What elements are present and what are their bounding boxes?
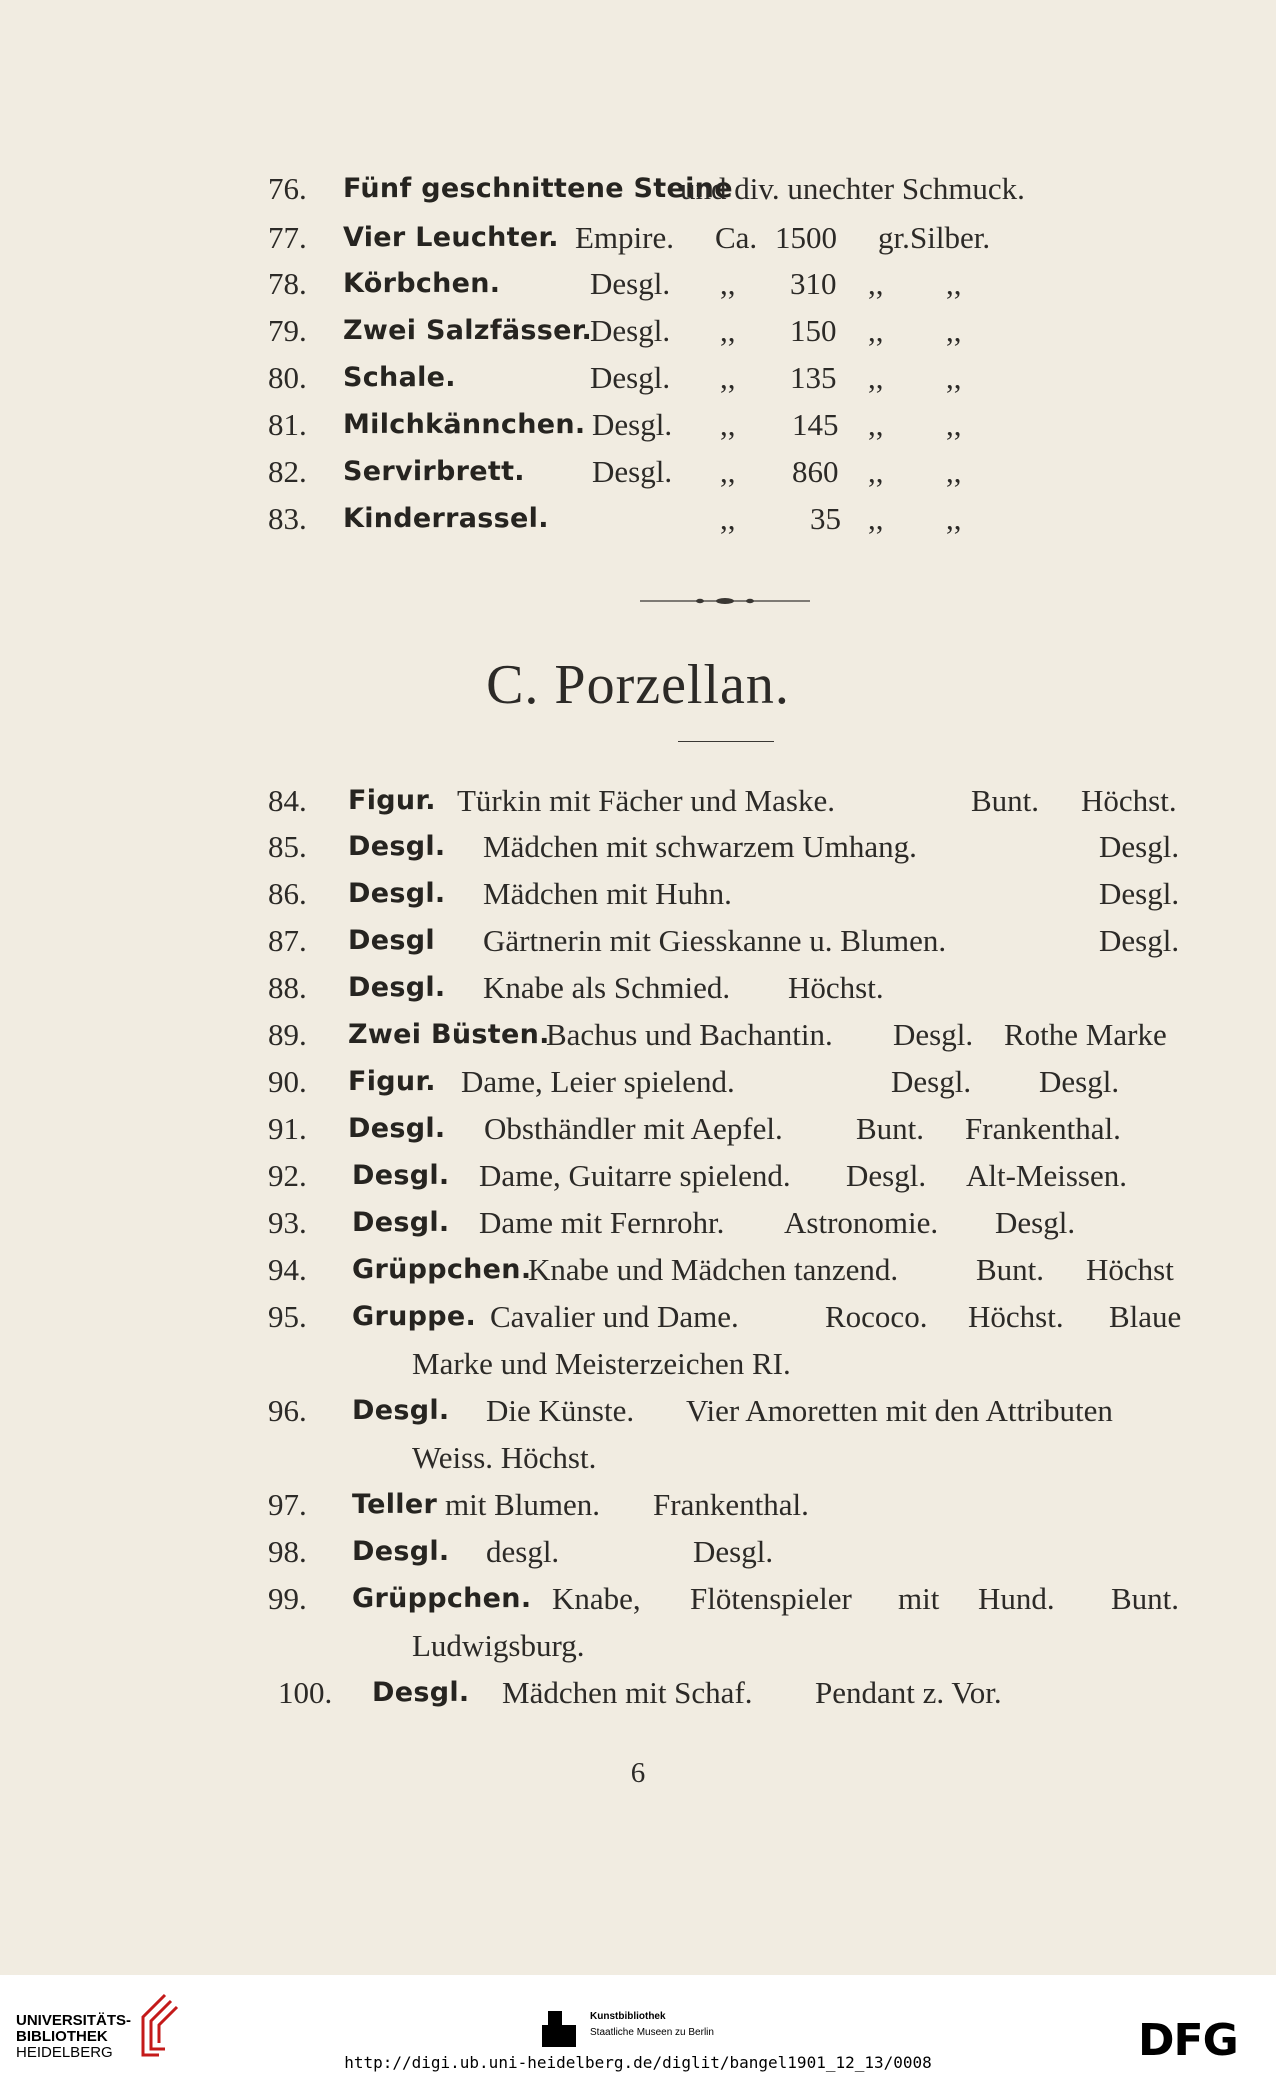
item-style: Desgl. bbox=[592, 407, 673, 442]
catalog-item-93 bbox=[0, 1203, 1276, 1243]
item-description: Dame mit Fernrohr. bbox=[479, 1205, 725, 1240]
item-color: Desgl. bbox=[891, 1064, 972, 1099]
ornament-divider bbox=[640, 595, 810, 607]
item-number: 94. bbox=[268, 1252, 307, 1287]
item-description: Mädchen mit Huhn. bbox=[483, 876, 732, 911]
item-ca: ,, bbox=[720, 266, 736, 301]
item-title: Servirbrett. bbox=[343, 456, 525, 487]
catalog-item-92 bbox=[0, 1156, 1276, 1196]
item-ca: ,, bbox=[720, 313, 736, 348]
kb-line-2: Staatliche Museen zu Berlin bbox=[590, 2027, 714, 2038]
catalog-item-79 bbox=[0, 311, 1276, 351]
item-description: Knabe, bbox=[552, 1581, 641, 1616]
item-manufactory: Desgl. bbox=[995, 1205, 1076, 1240]
item-number: 81. bbox=[268, 407, 307, 442]
item-number: 89. bbox=[268, 1017, 307, 1052]
item-title: Desgl. bbox=[372, 1677, 470, 1708]
catalog-item-89 bbox=[0, 1015, 1276, 1055]
catalog-item-94 bbox=[0, 1250, 1276, 1290]
item-color: Bunt. bbox=[1111, 1581, 1180, 1616]
item-number: 79. bbox=[268, 313, 307, 348]
item-continuation: Marke und Meisterzeichen RI. bbox=[412, 1346, 791, 1381]
item-title: Grüppchen. bbox=[352, 1254, 532, 1285]
item-weight: 150 bbox=[790, 313, 837, 348]
item-number: 91. bbox=[268, 1111, 307, 1146]
item-description-4: Hund. bbox=[978, 1581, 1055, 1616]
item-title: Zwei Büsten. bbox=[348, 1019, 550, 1050]
dfg-logo: DFG bbox=[1138, 2015, 1238, 2066]
source-url: http://digi.ub.uni-heidelberg.de/diglit/bangel1901_12_13/0008 bbox=[344, 2053, 932, 2072]
item-metal: ,, bbox=[946, 313, 962, 348]
catalog-item-76 bbox=[0, 169, 1276, 209]
item-title: Fünf geschnittene Steine bbox=[343, 173, 733, 204]
item-manufactory: Höchst. bbox=[968, 1299, 1064, 1334]
item-number: 77. bbox=[268, 220, 307, 255]
catalog-item-97 bbox=[0, 1485, 1276, 1525]
item-description: Cavalier und Dame. bbox=[490, 1299, 739, 1334]
item-description: Dame, Guitarre spielend. bbox=[479, 1158, 791, 1193]
item-continuation: Ludwigsburg. bbox=[412, 1628, 585, 1663]
item-title: Körbchen. bbox=[343, 268, 501, 299]
catalog-item-98 bbox=[0, 1532, 1276, 1572]
kb-line-1: Kunstbibliothek bbox=[590, 2011, 666, 2022]
item-metal: ,, bbox=[946, 454, 962, 489]
item-title: Figur. bbox=[348, 785, 436, 816]
item-description: Obsthändler mit Aepfel. bbox=[484, 1111, 783, 1146]
item-manufactory: Desgl. bbox=[1099, 923, 1180, 958]
item-manufactory: Desgl. bbox=[893, 1017, 974, 1052]
item-color: Bunt. bbox=[971, 783, 1040, 818]
catalog-item-78 bbox=[0, 264, 1276, 304]
item-title: Milchkännchen. bbox=[343, 409, 586, 440]
item-continuation: Weiss. Höchst. bbox=[412, 1440, 597, 1475]
item-title: Vier Leuchter. bbox=[343, 222, 559, 253]
item-detail: Pendant z. Vor. bbox=[815, 1675, 1002, 1710]
item-weight: 135 bbox=[790, 360, 837, 395]
item-metal: ,, bbox=[946, 266, 962, 301]
item-title: Desgl. bbox=[348, 878, 446, 909]
item-ca: ,, bbox=[720, 360, 736, 395]
catalog-item-80 bbox=[0, 358, 1276, 398]
item-style: Empire. bbox=[575, 220, 674, 255]
item-title: Desgl. bbox=[352, 1160, 450, 1191]
item-description: desgl. bbox=[486, 1534, 560, 1569]
item-description: und div. unechter Schmuck. bbox=[680, 171, 1025, 206]
item-title: Zwei Salzfässer. bbox=[343, 315, 593, 346]
catalog-item-91 bbox=[0, 1109, 1276, 1149]
item-manufactory: Desgl. bbox=[1039, 1064, 1120, 1099]
item-manufactory: Höchst. bbox=[1081, 783, 1177, 818]
item-description-3: mit bbox=[898, 1581, 940, 1616]
item-style: Desgl. bbox=[590, 360, 671, 395]
item-mark: Rothe Marke bbox=[1004, 1017, 1167, 1052]
item-description: Mädchen mit Schaf. bbox=[502, 1675, 753, 1710]
item-number: 86. bbox=[268, 876, 307, 911]
item-metal: ,, bbox=[946, 501, 962, 536]
catalog-item-96-continued bbox=[0, 1438, 1276, 1478]
item-style: Rococo. bbox=[825, 1299, 928, 1334]
catalog-item-99 bbox=[0, 1579, 1276, 1619]
item-manufactory: Desgl. bbox=[1099, 829, 1180, 864]
item-manufactory: Desgl. bbox=[693, 1534, 774, 1569]
item-number: 92. bbox=[268, 1158, 307, 1193]
item-title: Teller bbox=[352, 1489, 438, 1520]
item-title: Schale. bbox=[343, 362, 456, 393]
item-ca: ,, bbox=[720, 454, 736, 489]
item-color: Desgl. bbox=[846, 1158, 927, 1193]
item-title: Desgl. bbox=[348, 1113, 446, 1144]
ub-line-3: HEIDELBERG bbox=[16, 2044, 113, 2061]
item-number: 85. bbox=[268, 829, 307, 864]
item-manufactory: Frankenthal. bbox=[965, 1111, 1121, 1146]
item-description: Die Künste. bbox=[486, 1393, 635, 1428]
catalog-item-81 bbox=[0, 405, 1276, 445]
item-title: Desgl. bbox=[352, 1536, 450, 1567]
item-title: Grüppchen. bbox=[352, 1583, 532, 1614]
item-description-2: Flötenspieler bbox=[690, 1581, 852, 1616]
catalog-item-96 bbox=[0, 1391, 1276, 1431]
item-number: 90. bbox=[268, 1064, 307, 1099]
catalog-item-84 bbox=[0, 781, 1276, 821]
item-color: Bunt. bbox=[856, 1111, 925, 1146]
item-weight: 35 bbox=[810, 501, 841, 536]
catalog-item-88 bbox=[0, 968, 1276, 1008]
item-description: mit Blumen. bbox=[445, 1487, 600, 1522]
item-weight: 860 bbox=[792, 454, 839, 489]
item-weight: 310 bbox=[790, 266, 837, 301]
item-number: 83. bbox=[268, 501, 307, 536]
catalog-item-77 bbox=[0, 218, 1276, 258]
catalog-item-87 bbox=[0, 921, 1276, 961]
ub-logo-icon bbox=[135, 1991, 183, 2059]
item-color: Bunt. bbox=[976, 1252, 1045, 1287]
item-title: Gruppe. bbox=[352, 1301, 477, 1332]
kunstbibliothek-logo-icon bbox=[542, 2011, 584, 2047]
item-ca: ,, bbox=[720, 407, 736, 442]
item-number: 97. bbox=[268, 1487, 307, 1522]
item-title: Desgl. bbox=[352, 1395, 450, 1426]
catalog-item-95-continued bbox=[0, 1344, 1276, 1384]
catalog-item-82 bbox=[0, 452, 1276, 492]
kunstbibliothek-label bbox=[590, 2009, 714, 2041]
item-description: Mädchen mit schwarzem Umhang. bbox=[483, 829, 917, 864]
item-number: 76. bbox=[268, 171, 307, 206]
item-subject: Astronomie. bbox=[784, 1205, 939, 1240]
item-unit: ,, bbox=[868, 313, 884, 348]
catalog-item-95 bbox=[0, 1297, 1276, 1337]
digitization-footer bbox=[0, 1975, 1276, 2077]
item-number: 93. bbox=[268, 1205, 307, 1240]
item-manufactory: Höchst bbox=[1086, 1252, 1174, 1287]
item-number: 98. bbox=[268, 1534, 307, 1569]
item-manufactory: Desgl. bbox=[1099, 876, 1180, 911]
item-number: 100. bbox=[278, 1675, 333, 1710]
item-description: Gärtnerin mit Giesskanne u. Blumen. bbox=[483, 923, 947, 958]
item-manufactory: Alt-Meissen. bbox=[966, 1158, 1128, 1193]
item-unit: ,, bbox=[868, 501, 884, 536]
item-description: Türkin mit Fächer und Maske. bbox=[457, 783, 835, 818]
item-title: Desgl. bbox=[352, 1207, 450, 1238]
item-unit: ,, bbox=[868, 266, 884, 301]
item-unit: ,, bbox=[868, 454, 884, 489]
item-title: Kinderrassel. bbox=[343, 503, 549, 534]
item-title: Desgl. bbox=[348, 972, 446, 1003]
item-unit: ,, bbox=[868, 407, 884, 442]
item-number: 88. bbox=[268, 970, 307, 1005]
item-number: 95. bbox=[268, 1299, 307, 1334]
item-description: Knabe und Mädchen tanzend. bbox=[528, 1252, 899, 1287]
item-number: 80. bbox=[268, 360, 307, 395]
item-description: Bachus und Bachantin. bbox=[546, 1017, 833, 1052]
catalog-item-99-continued bbox=[0, 1626, 1276, 1666]
item-manufactory: Frankenthal. bbox=[653, 1487, 809, 1522]
item-metal: ,, bbox=[946, 407, 962, 442]
item-weight: 1500 bbox=[775, 220, 837, 255]
item-title: Desgl bbox=[348, 925, 435, 956]
item-number: 99. bbox=[268, 1581, 307, 1616]
item-title: Desgl. bbox=[348, 831, 446, 862]
item-number: 84. bbox=[268, 783, 307, 818]
item-metal: Silber. bbox=[910, 220, 991, 255]
item-description: Knabe als Schmied. bbox=[483, 970, 731, 1005]
page-number: 6 bbox=[630, 1757, 646, 1789]
item-number: 87. bbox=[268, 923, 307, 958]
ub-line-2: BIBLIOTHEK bbox=[16, 2028, 108, 2045]
item-metal: ,, bbox=[946, 360, 962, 395]
item-style: Desgl. bbox=[590, 313, 671, 348]
ub-line-1: UNIVERSITÄTS- bbox=[16, 2012, 132, 2029]
item-unit: ,, bbox=[868, 360, 884, 395]
item-unit: gr. bbox=[878, 220, 910, 255]
item-weight: 145 bbox=[792, 407, 839, 442]
catalog-item-100 bbox=[0, 1673, 1276, 1713]
catalog-item-85 bbox=[0, 827, 1276, 867]
catalog-item-86 bbox=[0, 874, 1276, 914]
item-number: 96. bbox=[268, 1393, 307, 1428]
catalog-item-90 bbox=[0, 1062, 1276, 1102]
item-number: 78. bbox=[268, 266, 307, 301]
item-ca: ,, bbox=[720, 501, 736, 536]
title-underline bbox=[678, 741, 774, 742]
catalog-item-83 bbox=[0, 499, 1276, 539]
item-style: Desgl. bbox=[590, 266, 671, 301]
section-title: C. Porzellan. bbox=[486, 654, 790, 716]
item-ca: Ca. bbox=[715, 220, 758, 255]
item-detail: Vier Amoretten mit den Attributen bbox=[686, 1393, 1113, 1428]
item-title: Figur. bbox=[348, 1066, 436, 1097]
item-mark: Blaue bbox=[1109, 1299, 1182, 1334]
item-style: Desgl. bbox=[592, 454, 673, 489]
item-description: Dame, Leier spielend. bbox=[461, 1064, 735, 1099]
item-manufactory: Höchst. bbox=[788, 970, 884, 1005]
item-number: 82. bbox=[268, 454, 307, 489]
